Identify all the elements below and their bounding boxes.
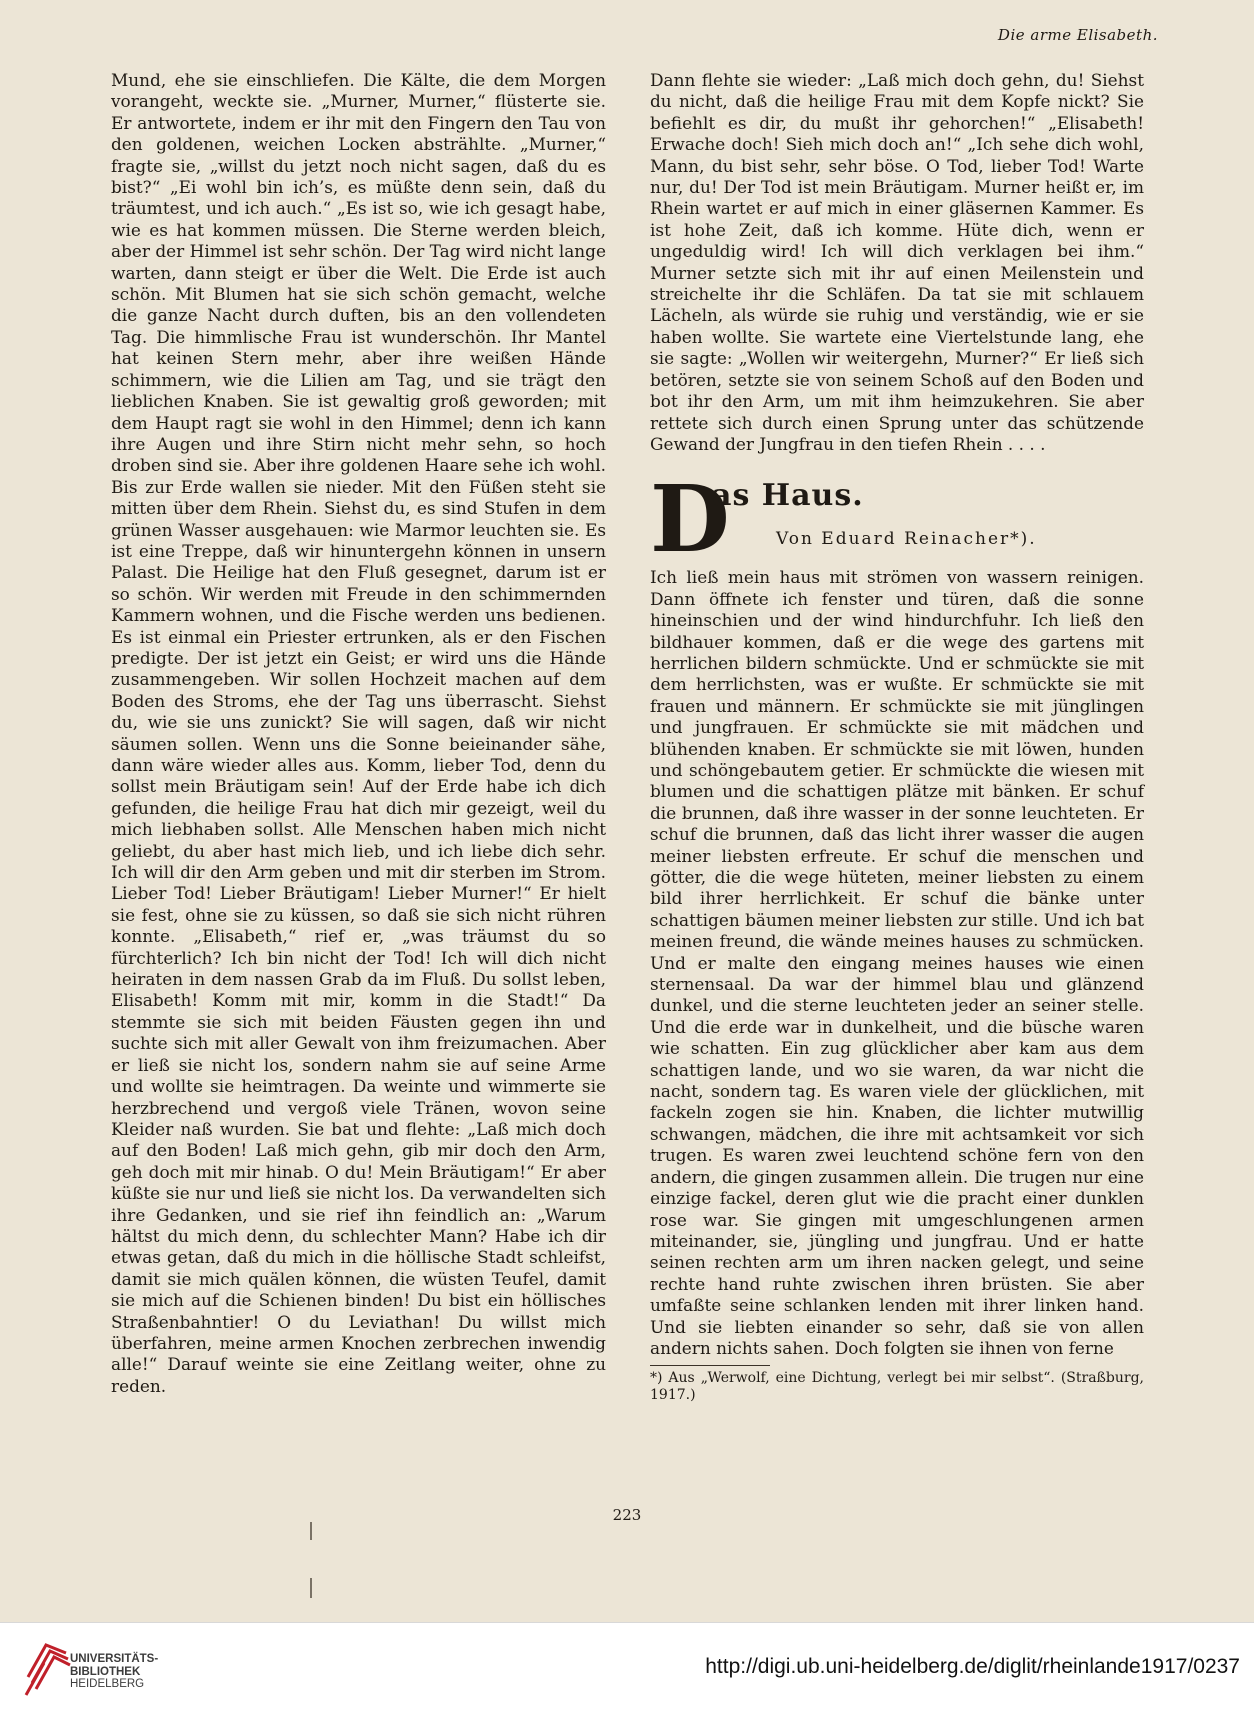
running-head: Die arme Elisabeth. <box>997 26 1158 44</box>
institution-name <box>70 1653 158 1691</box>
story-title-initial: D <box>650 465 730 574</box>
right-column-continuation: Dann flehte sie wieder: „Laß mich doch gehn, du! Siehst du nicht, daß die heilige Frau mit dem Kopfe nickt? Sie befiehlt es dir, du mußt ihr gehorchen!“ „Elisabeth! Erwache doch! Sieh mich doch an!“ „Ich sehe dich wohl, Mann, du bist sehr, sehr böse. O Tod, lieber Tod! Warte nur, du! Der Tod ist mein Bräutigam. Murner heißt er, im Rhein wartet er auf mich in einer gläsernen Kammer. Es ist hohe Zeit, daß ich komme. Hüte dich, wenn er ungeduldig wird! Ich will dich verklagen bei ihm.“ Murner setzte sich mit ihr auf einen Meilenstein und streichelte ihr die Schläfen. Da tat sie mit schlauem Lächeln, als würde sie ruhig und verständig, wie er sie haben wollte. Sie wartete eine Viertelstunde lang, ehe sie sagte: „Wollen wir weitergehn, Murner?“ Er ließ sich betören, setzte sie von seinem Schoß auf den Boden und bot ihr den Arm, um mit ihm heimzukehren. Sie aber rettete sich durch einen Sprung unter das schützende Gewand der Jungfrau in den tiefen Rhein . . . . <box>650 70 1144 454</box>
story-title: as Haus. <box>712 478 864 514</box>
right-column <box>650 70 1144 1404</box>
page-number: 223 <box>612 1506 642 1524</box>
university-library-logo-icon <box>22 1637 74 1699</box>
story-body: Ich ließ mein haus mit strömen von wassern reinigen. Dann öffnete ich fenster und türen, daß die sonne hineinschien und der wind hindurchfuhr. Ich ließ den bildhauer kommen, daß er die wege des gartens mit herrlichen bildern schmückte. Und er schmückte sie mit dem herrlichsten, was er wußte. Er schmückte sie mit frauen und männern. Er schmückte sie mit jünglingen und jungfrauen. Er schmückte sie mit mädchen und blühenden knaben. Er schmückte sie mit löwen, hunden und schöngebautem getier. Er schmückte die wiesen mit blumen und die schattigen plätze mit bänken. Er schuf die brunnen, daß ihre wasser in der sonne leuchteten. Er schuf die brunnen, daß das licht ihrer wasser die augen meiner liebsten erfreute. Er schuf die menschen und götter, die die wege hüteten, meiner liebsten zu einem bild ihrer herrlichkeit. Er schuf die bänke unter schattigen bäumen meiner liebsten zur stille. Und ich bat meinen freund, die wände meines hauses zu schmücken. Und er malte den eingang meines hauses wie einen sternensaal. Da war der himmel blau und glänzend dunkel, und die sterne leuchteten jeder an seiner stelle. Und die erde war in dunkelheit, und die büsche waren wie schatten. Ein zug glücklicher aber kam aus dem schattigen lande, und wo sie waren, da war nicht die nacht, sondern tag. Es waren viele der glücklichen, mit fackeln zogen sie hin. Knaben, die lichter mutwillig schwangen, mädchen, die ihre mit achtsamkeit vor sich trugen. Es waren zwei leuchtend schöne fern von den andern, die gingen zusammen allein. Die trugen nur eine einzige fackel, deren glut wie die pracht einer dunklen rose war. Sie gingen mit umgeschlungenen armen miteinander, sie, jüngling und jungfrau. Und er hatte seinen rechten arm um ihren nacken gelegt, und seine rechte hand ruhte zwischen ihren brüsten. Sie aber umfaßte seine schlanken lenden mit ihrer linken hand. Und sie liebten einander so sehr, daß sie von allen andern nichts sahen. Doch folgten sie ihnen von ferne <box>650 567 1144 1358</box>
left-column <box>111 70 606 1397</box>
permalink-url[interactable]: http://digi.ub.uni-heidelberg.de/diglit/rheinlande1917/0237 <box>705 1655 1240 1678</box>
institution-line: BIBLIOTHEK <box>70 1665 141 1678</box>
institution-line: HEIDELBERG <box>70 1678 145 1691</box>
story-byline: Von Eduard Reinacher*). <box>776 529 1037 550</box>
story-title-block <box>650 465 1144 574</box>
left-column-text: Mund, ehe sie einschliefen. Die Kälte, die dem Morgen vorangeht, weckte sie. „Murner, Murner,“ flüsterte sie. Er antwortete, indem er ihr mit den Fingern den Tau von den goldenen, weichen Locken abstrählte. „Murner,“ fragte sie, „willst du jetzt noch nicht sagen, daß du es bist?“ „Ei wohl bin ich’s, es müßte denn sein, daß du träumtest, und ich auch.“ „Es ist so, wie ich gesagt habe, wie es hat kommen müssen. Die Sterne werden bleich, aber der Himmel ist sehr schön. Der Tag wird nicht lange warten, dann steigt er über die Welt. Die Erde ist auch schön. Mit Blumen hat sie sich schön gemacht, welche die ganze Nacht durch duften, bis an den vollendeten Tag. Die himmlische Frau ist wunderschön. Ihr Mantel hat keinen Stern mehr, aber ihre weißen Hände schimmern, wie die Lilien am Tag, und sie trägt den lieblichen Knaben. Sie ist gewaltig groß geworden; mit dem Haupt ragt sie wohl in den Himmel; denn ich kann ihre Augen und ihre Stirn nicht mehr sehn, so hoch droben sind sie. Aber ihre goldenen Haare sehe ich wohl. Bis zur Erde wallen sie nieder. Mit den Füßen steht sie mitten über dem Rhein. Siehst du, es sind Stufen in dem grünen Wasser ausgehauen: wie Marmor leuchten sie. Es ist eine Treppe, daß wir hinuntergehn können in unsern Palast. Die Heilige hat den Fluß gesegnet, darum ist er so schön. Wir werden mit Freude in den schimmernden Kammern wohnen, und die Fische werden uns bedienen. Es ist einmal ein Priester ertrunken, als er den Fischen predigte. Der ist jetzt ein Geist; er wird uns die Hände zusammengeben. Wir sollen Hochzeit machen auf dem Boden des Stroms, ehe der Tag uns überrascht. Siehst du, wie sie uns zunickt? Sie will sagen, daß wir nicht säumen sollen. Wenn uns die Sonne beieinander sähe, dann wäre wieder alles aus. Komm, lieber Tod, denn du sollst mein Bräutigam sein! Auf der Erde habe ich dich gefunden, die heilige Frau hat dich mir gezeigt, weil du mich liebhaben sollst. Alle Menschen haben mich nicht geliebt, du aber hast mich lieb, und ich liebe dich sehr. Ich will dir den Arm geben und mit dir sterben im Strom. Lieber Tod! Lieber Bräutigam! Lieber Murner!“ Er hielt sie fest, ohne sie zu küssen, so daß sie sich nicht rühren konnte. „Elisabeth,“ rief er, „was träumst du so fürchterlich? Ich bin nicht der Tod! Ich will dich nicht heiraten in dem nassen Grab da im Fluß. Du sollst leben, Elisabeth! Komm mit mir, komm in die Stadt!“ Da stemmte sie sich mit beiden Fäusten gegen ihn und suchte sich mit aller Gewalt von ihm freizumachen. Aber er ließ sie nicht los, sondern nahm sie auf seine Arme und wollte sie heimtragen. Da weinte und wimmerte sie herzbrechend und vergoß viele Tränen, wovon seine Kleider naß wurden. Sie bat und flehte: „Laß mich doch auf den Boden! Laß mich gehn, gib mir doch den Arm, geh doch mit mir hinab. O du! Mein Bräutigam!“ Er aber küßte sie nur und ließ sie nicht los. Da verwandelten sich ihre Gedanken, und sie rief ihn feindlich an: „Warum hältst du mich denn, du schlechter Mann? Habe ich dir etwas getan, daß du mich in die höllische Stadt schleifst, damit sie mich quälen können, die wüsten Teufel, damit sie mich auf die Schienen binden! Du bist ein höllisches Straßenbahntier! O du Leviathan! Du willst mich überfahren, meine armen Knochen zerbrechen inwendig alle!“ Darauf weinte sie eine Zeitlang weiter, ohne zu reden. <box>111 70 606 1396</box>
footnote: *) Aus „Werwolf, eine Dichtung, verlegt bei mir selbst“. (Straßburg, 1917.) <box>650 1370 1144 1404</box>
institution-line: UNIVERSITÄTS- <box>70 1653 159 1665</box>
binding-mark <box>310 1578 312 1598</box>
footnote-rule <box>650 1365 770 1366</box>
binding-mark <box>310 1522 312 1540</box>
viewer-footer <box>0 1622 1254 1714</box>
